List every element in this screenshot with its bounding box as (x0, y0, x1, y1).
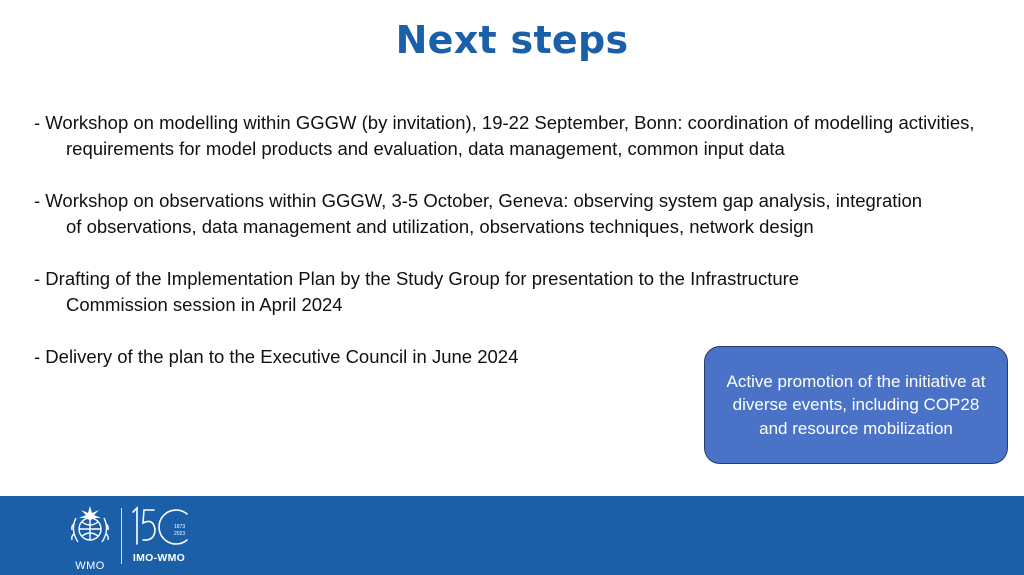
wmo-label: WMO (75, 560, 105, 572)
slide-title: Next steps (395, 18, 629, 62)
callout-box (704, 346, 1008, 464)
footer-band (0, 496, 1024, 575)
wmo-logo (64, 506, 116, 572)
year-end: 2023 (174, 531, 186, 537)
anniversary-label: IMO-WMO (132, 552, 186, 564)
bullet-item-4: - Delivery of the plan to the Executive Council in June 2024 (34, 346, 519, 367)
bullet-item-3: - Drafting of the Implementation Plan by the Study Group for presentation to the Infrastructure Commission session in April 2024 (34, 268, 800, 315)
logo-divider (121, 508, 122, 564)
bullet-item-2: - Workshop on observations within GGGW, 3-5 October, Geneva: observing system gap analysis, integration of observations, data management and utilization, observations techniques, network design (34, 190, 923, 237)
wmo-emblem-icon (64, 506, 116, 556)
bullet-item-1: - Workshop on modelling within GGGW (by invitation), 19-22 September, Bonn: coordination of modelling activities, requirements for model products and evaluation, data management, common input data (34, 112, 975, 159)
callout-text: Active promotion of the initiative at diverse events, including COP28 and resource mobilization (726, 371, 986, 438)
year-start: 1873 (174, 524, 186, 530)
imo-wmo-150-logo (128, 504, 198, 568)
